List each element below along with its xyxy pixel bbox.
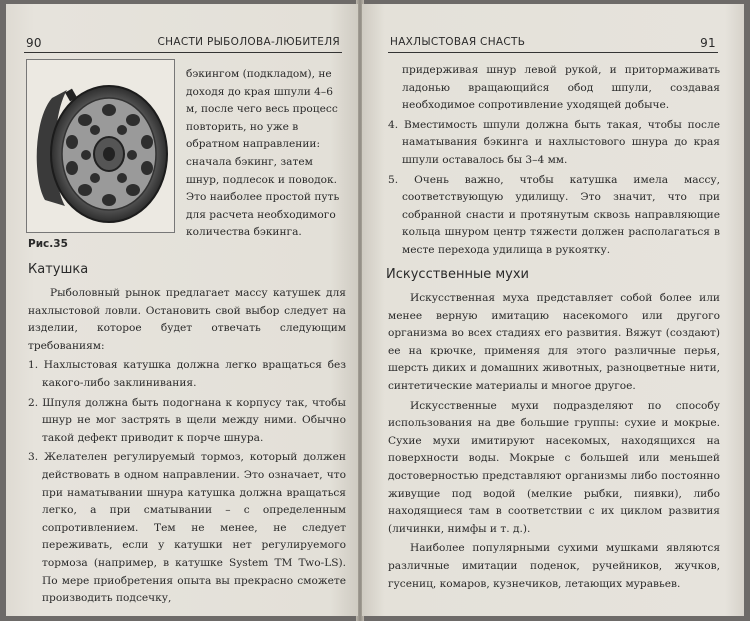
right-body — [388, 290, 720, 595]
page-number: 90 — [26, 36, 42, 50]
fly-reel-illustration — [27, 60, 174, 232]
list-item: 5. Очень важно, чтобы катушка имела массу, соответствующую удилищу. Это значит, что при собранной снасти и протянутым сквозь направляющие кольца шнуром центр тяжести должен располагаться в месте перехода удилища в рукоятку. — [388, 173, 720, 256]
list-item: 4. Вместимость шпули должна быть такая, чтобы после наматывания бэкинга и нахлыстового шнура до края шпули оставалось бы 3–4 мм. — [388, 118, 720, 166]
section-heading: Искусственные мухи — [386, 267, 529, 282]
page-number: 91 — [700, 36, 716, 50]
paragraph: Наиболее популярными сухими мушками являются различные имитации поденок, ручейников, жучков, гусениц, комаров, кузнечиков, летающих муравьев. — [388, 542, 720, 590]
left-header — [24, 36, 342, 53]
continuation-paragraph: придерживая шнур левой рукой, и притормаживать ладонью вращающийся обод шпули, создавая необходимое сопротивление уходящей добыче. — [402, 64, 720, 112]
intro-paragraph: Рыболовный рынок предлагает массу катушек для нахлыстовой ловли. Остановить свой выбор следует на изделии, которое будет отвечать следующим требованиям: — [28, 287, 346, 352]
right-page — [362, 4, 744, 616]
list-item: 2. Шпуля должна быть подогнана к корпусу так, чтобы шнур не мог застрять в щели между ними. Обычно такой дефект приводит к порче шнура. — [28, 396, 346, 444]
right-header — [388, 36, 718, 53]
figure-side-text: бэкингом (подкладом), не доходя до края шпули 4–6 м, после чего весь процесс повторить, но уже в обратном направлении: сначала бэкинг, затем шнур, подлесок и поводок. Это наиболее простой путь для расчета необходимого количества бэкинга. — [186, 68, 340, 239]
paragraph: Искусственная муха представляет собой более или менее верную имитацию насекомого или другого организма во всех стадиях его развития. Вяжут (создают) ее на крючке, применяя для этого различные перья, шерсть диких и домашних животных, разноцветные нити, синтетические материалы и многое другое. — [388, 292, 720, 392]
left-page — [6, 4, 358, 616]
fishing-reel-figure — [26, 59, 175, 233]
paragraph: Искусственные мухи подразделяют по способу использования на две большие группы: сухие и мокрые. Сухие мухи имитируют насекомых, находящихся на поверхности воды. Мокрые с большей или меньшей достоверностью представляют организмы либо постоянно живущие под водой (мелкие рыбки, пиявки), либо находящиеся там в соответствии с их циклом развития (личинки, нимфы и т. д.). — [388, 399, 720, 535]
left-body — [28, 285, 346, 610]
list-item: 1. Нахлыстовая катушка должна легко вращаться без какого-либо заклинивания. — [28, 359, 346, 389]
running-title: СНАСТИ РЫБОЛОВА-ЛЮБИТЕЛЯ — [157, 36, 340, 48]
right-top-body — [388, 62, 720, 262]
section-heading: Катушка — [28, 262, 89, 277]
figure-caption: Рис.35 — [28, 238, 68, 250]
running-title: НАХЛЫСТОВАЯ СНАСТЬ — [390, 36, 526, 48]
list-item: 3. Желателен регулируемый тормоз, который должен действовать в одном направлении. Это означает, что при наматывании шнура катушка должна вращаться легко, а при сматывании – с определенным сопротивлением. Тем не менее, не следует переживать, если у катушки нет регулируемого тормоза (например, в катушке System TM Two-LS). По мере приобретения опыта вы прекрасно сможете производить подсечку, — [28, 451, 346, 605]
